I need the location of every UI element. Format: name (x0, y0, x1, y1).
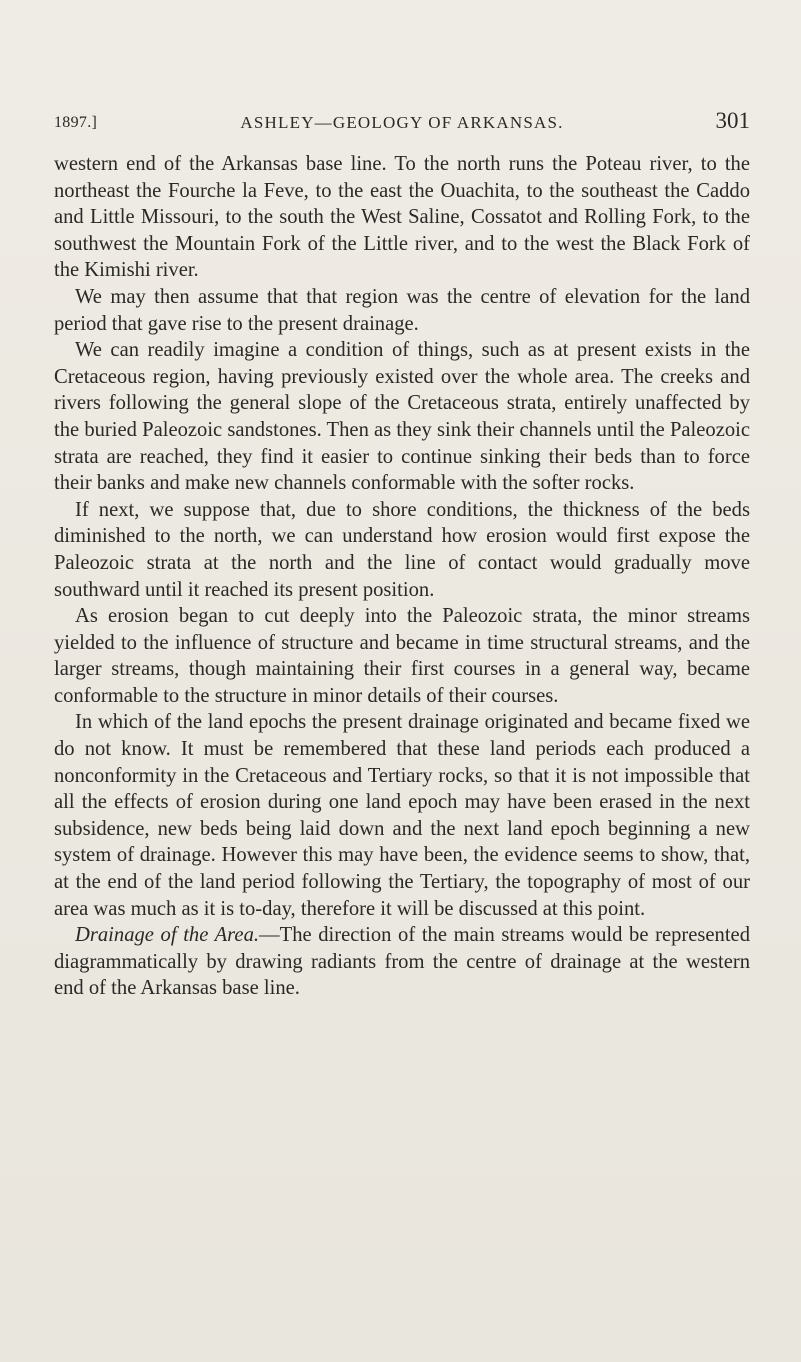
paragraph-elevation-centre: We may then assume that that region was the centre of elevation for the land period that gave rise to the present drainage. (54, 285, 750, 335)
paragraph-land-epochs: In which of the land epochs the present drainage originated and became fixed we do not know. It must be remembered that these land periods each produced a nonconformity in the Cretaceous and Tertiary rocks, so that it is not impossible that all the effects of erosion during one land epoch may have been erased in the next subsidence, new beds being laid down and the next land epoch beginning a new system of drainage. However this may have been, the evidence seems to show, that, at the end of the land period following the Tertiary, the topography of most of our area was much as it is to-day, therefore it will be discussed at this point. (54, 711, 750, 920)
body-text (54, 151, 750, 1002)
page-number: 301 (715, 108, 750, 133)
section-text: —The direction of the main streams would be represented diagrammatically by drawing radiants from the centre of drainage at the western end of the Arkansas base line. (54, 924, 750, 1000)
paragraph-structural-streams: As erosion began to cut deeply into the Paleozoic strata, the minor streams yielded to the influence of structure and became in time structural streams, and the larger streams, though maintaining their first courses in a general way, became conformable to the structure in minor details of their courses. (54, 605, 750, 707)
running-header (54, 108, 750, 142)
paragraph-cretaceous-condition: We can readily imagine a condition of things, such as at present exists in the Cretaceous region, having previously existed over the whole area. The creeks and rivers following the general slope of the Cretaceous strata, entirely unaffected by the buried Paleozoic sandstones. Then as they sink their channels until the Paleozoic strata are reached, they find it easier to continue sinking their beds than to force their banks and make new channels conformable with the softer rocks. (54, 339, 750, 495)
paragraph-drainage-of-area (54, 922, 750, 1002)
section-heading: Drainage of the Area. (75, 924, 260, 947)
header-year: 1897.] (54, 114, 98, 131)
running-title: ASHLEY—GEOLOGY OF ARKANSAS. (240, 113, 564, 132)
paragraph-shore-conditions: If next, we suppose that, due to shore conditions, the thickness of the beds diminished to the north, we can understand how erosion would first expose the Paleozoic strata at the north and the line of contact would gradually move southward until it reached its present position. (54, 498, 750, 601)
paragraph-continued: western end of the Arkansas base line. To the north runs the Poteau river, to the northeast the Fourche la Feve, to the east the Ouachita, to the southeast the Caddo and Little Missouri, to the south the West Saline, Cossatot and Rolling Fork, to the southwest the Mountain Fork of the Little river, and to the west the Black Fork of the Kimishi river. (54, 153, 750, 282)
